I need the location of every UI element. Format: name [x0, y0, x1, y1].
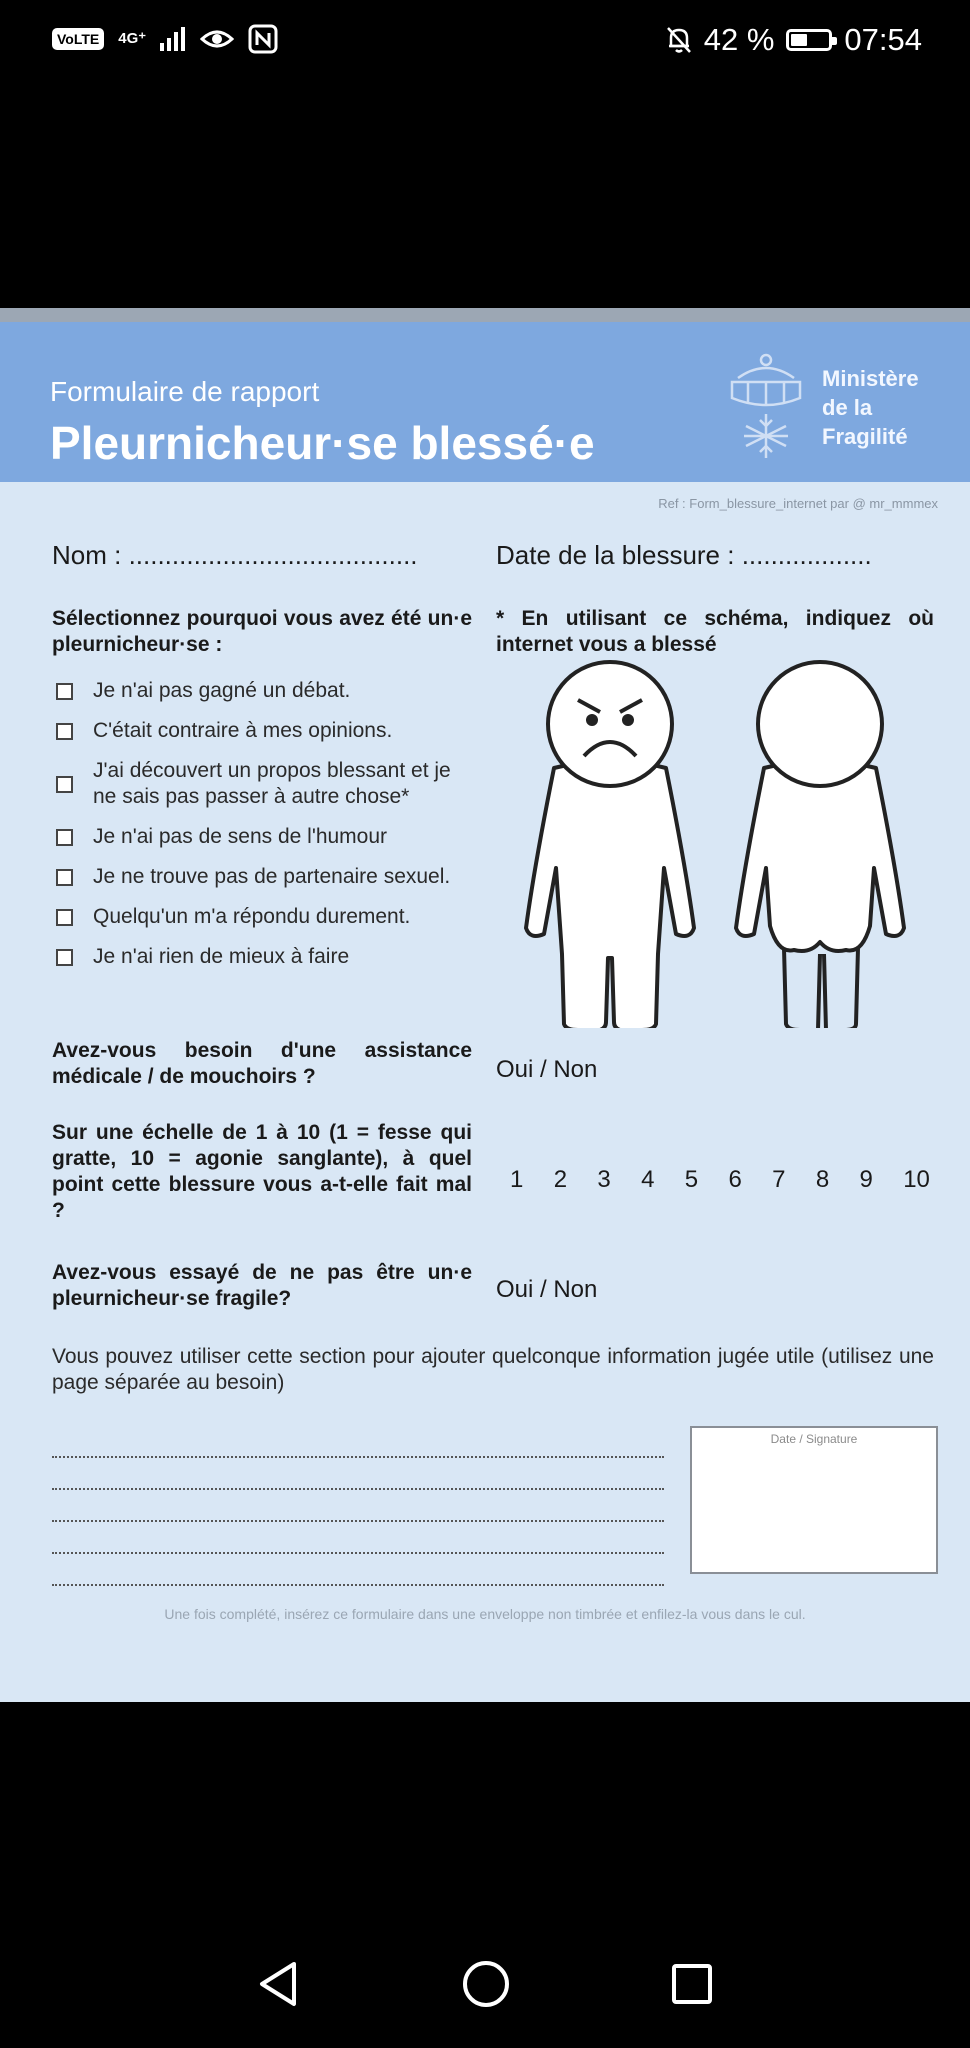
home-icon[interactable]: [462, 1958, 510, 2010]
option-item[interactable]: Je n'ai rien de mieux à faire: [56, 944, 476, 970]
info-text: Vous pouvez utiliser cette section pour ajouter quelconque information jugée utile (utilisez une page séparée au besoin): [52, 1345, 934, 1394]
back-icon[interactable]: [256, 1958, 300, 2010]
form-banner: [0, 322, 970, 482]
status-left: [52, 24, 278, 54]
form-title: Pleurnicheur·se blessé·e: [50, 417, 595, 469]
reference-note: Ref : Form_blessure_internet par @ mr_mmmex: [658, 496, 938, 511]
option-item[interactable]: Je n'ai pas de sens de l'humour: [56, 824, 476, 850]
option-item[interactable]: Quelqu'un m'a répondu durement.: [56, 904, 476, 930]
scale-value[interactable]: 3: [597, 1166, 611, 1193]
network-type: 4G⁺: [118, 30, 147, 47]
select-question: Sélectionnez pourquoi vous avez été un·e pleurnicheur·se :: [52, 607, 472, 656]
bell-muted-icon: [666, 26, 692, 54]
medical-question: Avez-vous besoin d'une assistance médicale / de mouchoirs ?: [52, 1039, 472, 1088]
crest-logo-icon: [718, 352, 814, 462]
option-item[interactable]: Je ne trouve pas de partenaire sexuel.: [56, 864, 476, 890]
eye-icon: [200, 27, 234, 51]
scale-question: Sur une échelle de 1 à 10 (1 = fesse qui gratte, 10 = agonie sanglante), à quel point cette blessure vous a-t-elle fait mal ?: [52, 1121, 472, 1222]
signature-label: Date / Signature: [770, 1432, 858, 1446]
checkbox[interactable]: [56, 776, 73, 793]
name-field: Nom : ........................................: [52, 540, 418, 570]
status-bar: [0, 0, 970, 84]
recents-icon[interactable]: [670, 1958, 714, 2010]
schema-question: * En utilisant ce schéma, indiquez où internet vous a blessé: [496, 607, 934, 656]
checkbox[interactable]: [56, 869, 73, 886]
form-subtitle: Formulaire de rapport: [50, 376, 320, 407]
checkbox[interactable]: [56, 909, 73, 926]
notes-lines[interactable]: [52, 1426, 664, 1586]
scale-value[interactable]: 9: [859, 1166, 873, 1193]
ministry-name: Ministère de la Fragilité: [822, 366, 919, 449]
body-diagram: [516, 658, 936, 1028]
scale-value[interactable]: 4: [641, 1166, 655, 1193]
battery-icon: [786, 29, 832, 51]
pain-scale: [510, 1166, 930, 1194]
signature-box[interactable]: [690, 1426, 938, 1574]
options-list: [56, 678, 476, 984]
fragile-question: Avez-vous essayé de ne pas être un·e pleurnicheur·se fragile?: [52, 1261, 472, 1310]
checkbox[interactable]: [56, 829, 73, 846]
scale-value[interactable]: 6: [728, 1166, 742, 1193]
clock: 07:54: [844, 22, 922, 57]
checkbox[interactable]: [56, 949, 73, 966]
footer-note: Une fois complété, insérez ce formulaire dans une enveloppe non timbrée et enfilez-la vous dans le cul.: [164, 1606, 806, 1622]
figure-back-icon: [736, 662, 904, 1028]
medical-answer[interactable]: Oui / Non: [496, 1056, 598, 1083]
checkbox[interactable]: [56, 683, 73, 700]
option-item[interactable]: Je n'ai pas gagné un débat.: [56, 678, 476, 704]
option-item[interactable]: C'était contraire à mes opinions.: [56, 718, 476, 744]
volte-badge: VoLTE: [52, 28, 104, 50]
scale-value[interactable]: 2: [553, 1166, 568, 1193]
form-document: [0, 308, 970, 1702]
checkbox[interactable]: [56, 723, 73, 740]
signal-icon: [160, 27, 186, 51]
scale-value[interactable]: 8: [815, 1166, 830, 1193]
scale-value[interactable]: 1: [510, 1166, 524, 1193]
nfc-icon: [248, 24, 278, 54]
scale-value[interactable]: 7: [772, 1166, 786, 1193]
fragile-answer[interactable]: Oui / Non: [496, 1276, 598, 1303]
figure-front-icon: [526, 662, 694, 1028]
scale-value[interactable]: 5: [684, 1166, 699, 1193]
scale-value[interactable]: 10: [903, 1166, 930, 1193]
injury-date-field: Date de la blessure : ..................: [496, 540, 872, 570]
navigation-bar: [0, 1958, 970, 2022]
option-item[interactable]: J'ai découvert un propos blessant et je ne sais pas passer à autre chose*: [56, 758, 476, 810]
battery-percent: 42 %: [703, 22, 775, 57]
status-right: [666, 22, 922, 58]
